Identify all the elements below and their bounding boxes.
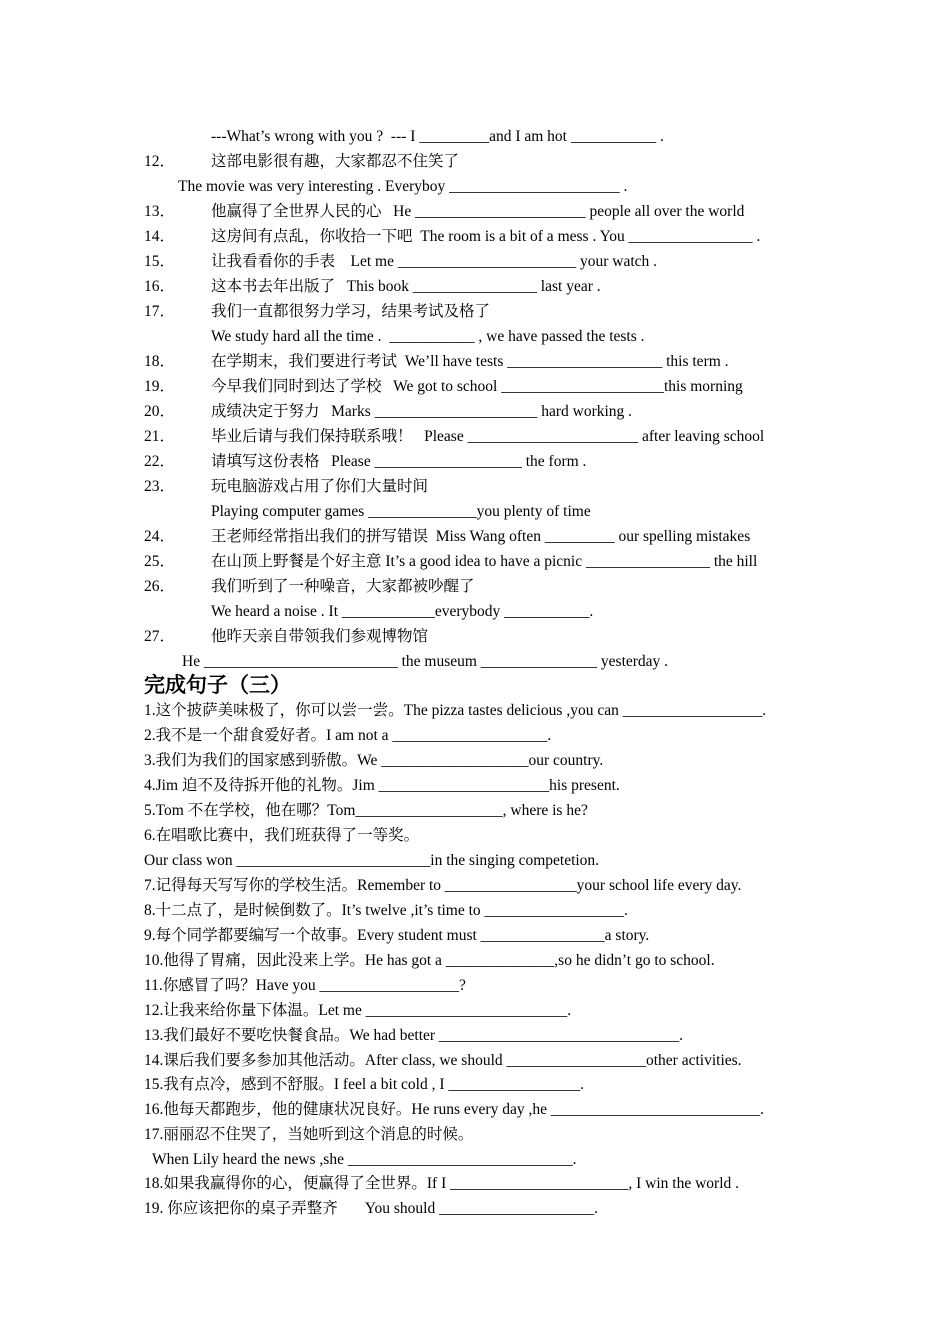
sentence-13: 13.我们最好不要吃快餐食品。We had better _______________________________.: [144, 1027, 684, 1044]
item-number-20: 20．: [144, 403, 176, 420]
item-15-text: 让我看看你的手表 Let me _______________________ your watch .: [211, 253, 658, 270]
item-number-16: 16．: [144, 278, 176, 295]
item-12-chinese: 这部电影很有趣，大家都忍不住笑了: [211, 153, 460, 170]
item-number-25: 25．: [144, 553, 176, 570]
line-11-answer: ---What’s wrong with you ? --- I _________and I am hot ___________ .: [211, 128, 664, 145]
item-20-text: 成绩决定于努力 Marks _____________________ hard working .: [211, 403, 633, 420]
item-number-22: 22．: [144, 453, 176, 470]
item-16-text: 这本书去年出版了 This book ________________ last year .: [211, 278, 601, 295]
sentence-5: 5.Tom 不在学校，他在哪？Tom___________________, where is he?: [144, 802, 588, 819]
item-number-12: 12．: [144, 153, 176, 170]
item-22-text: 请填写这份表格 Please ___________________ the form .: [211, 453, 587, 470]
sentence-1: 1.这个披萨美味极了，你可以尝一尝。The pizza tastes delicious ,you can __________________.: [144, 702, 767, 719]
item-13-text: 他赢得了全世界人民的心 He ______________________ people all over the world: [211, 203, 745, 220]
item-21-text: 毕业后请与我们保持联系哦！ Please ______________________ after leaving school: [211, 428, 765, 445]
item-number-19: 19．: [144, 378, 176, 395]
sentence-6-english: Our class won _________________________in the singing competetion.: [144, 852, 600, 869]
sentence-6-chinese: 6.在唱歌比赛中，我们班获得了一等奖。: [144, 827, 420, 844]
item-27-chinese: 他昨天亲自带领我们参观博物馆: [211, 628, 429, 645]
item-number-13: 13．: [144, 203, 176, 220]
sentence-11: 11.你感冒了吗？Have you __________________?: [144, 977, 466, 994]
item-23-chinese: 玩电脑游戏占用了你们大量时间: [211, 478, 429, 495]
item-12-english: The movie was very interesting . Everyboy ______________________ .: [178, 178, 628, 195]
item-number-26: 26．: [144, 578, 176, 595]
item-17-english: We study hard all the time . ___________ , we have passed the tests .: [211, 328, 645, 345]
item-17-chinese: 我们一直都很努力学习，结果考试及格了: [211, 303, 491, 320]
item-number-21: 21．: [144, 428, 176, 445]
item-19-text: 今早我们同时到达了学校 We got to school _____________________this morning: [211, 378, 743, 395]
item-number-27: 27．: [144, 628, 176, 645]
item-24-text: 王老师经常指出我们的拼写错误 Miss Wang often _________ our spelling mistakes: [211, 528, 751, 545]
sentence-16: 16.他每天都跑步，他的健康状况良好。He runs every day ,he ___________________________.: [144, 1101, 764, 1118]
sentence-12: 12.让我来给你量下体温。Let me __________________________.: [144, 1002, 572, 1019]
sentence-14: 14.课后我们要多参加其他活动。After class, we should __________________other activities.: [144, 1052, 742, 1069]
item-26-english: We heard a noise . It ____________everybody ___________.: [211, 603, 594, 620]
sentence-4: 4.Jim 迫不及待拆开他的礼物。Jim ______________________his present.: [144, 777, 620, 794]
item-number-23: 23．: [144, 478, 176, 495]
sentence-2: 2.我不是一个甜食爱好者。I am not a ____________________.: [144, 727, 552, 744]
item-23-english: Playing computer games ______________you plenty of time: [211, 503, 591, 520]
item-number-15: 15．: [144, 253, 176, 270]
section-heading: 完成句子（三）: [144, 673, 291, 697]
item-25-text: 在山顶上野餐是个好主意 It’s a good idea to have a picnic ________________ the hill: [211, 553, 758, 570]
item-number-17: 17．: [144, 303, 176, 320]
sentence-15: 15.我有点冷，感到不舒服。I feel a bit cold , I _________________.: [144, 1076, 584, 1093]
item-number-14: 14．: [144, 228, 176, 245]
sentence-3: 3.我们为我们的国家感到骄傲。We ___________________our country.: [144, 752, 604, 769]
sentence-17-english: When Lily heard the news ,she _____________________________.: [152, 1151, 577, 1168]
sentence-17-chinese: 17.丽丽忍不住哭了，当她听到这个消息的时候。: [144, 1126, 474, 1143]
item-18-text: 在学期末，我们要进行考试 We’ll have tests ____________________ this term .: [211, 353, 729, 370]
item-number-18: 18．: [144, 353, 176, 370]
sentence-19: 19. 你应该把你的桌子弄整齐 You should ____________________.: [144, 1200, 598, 1217]
item-27-english: He _________________________ the museum _______________ yesterday .: [182, 653, 669, 670]
sentence-7: 7.记得每天写写你的学校生活。Remember to _________________your school life every day.: [144, 877, 742, 894]
item-number-24: 24．: [144, 528, 176, 545]
sentence-18: 18.如果我赢得你的心，便赢得了全世界。If I _______________________, I win the world .: [144, 1175, 739, 1192]
sentence-10: 10.他得了胃痛，因此没来上学。He has got a ______________,so he didn’t go to school.: [144, 952, 715, 969]
sentence-8: 8.十二点了，是时候倒数了。It’s twelve ,it’s time to __________________.: [144, 902, 628, 919]
item-26-chinese: 我们听到了一种噪音，大家都被吵醒了: [211, 578, 475, 595]
item-14-text: 这房间有点乱，你收拾一下吧 The room is a bit of a mess . You ________________ .: [211, 228, 761, 245]
sentence-9: 9.每个同学都要编写一个故事。Every student must ________________a story.: [144, 927, 650, 944]
